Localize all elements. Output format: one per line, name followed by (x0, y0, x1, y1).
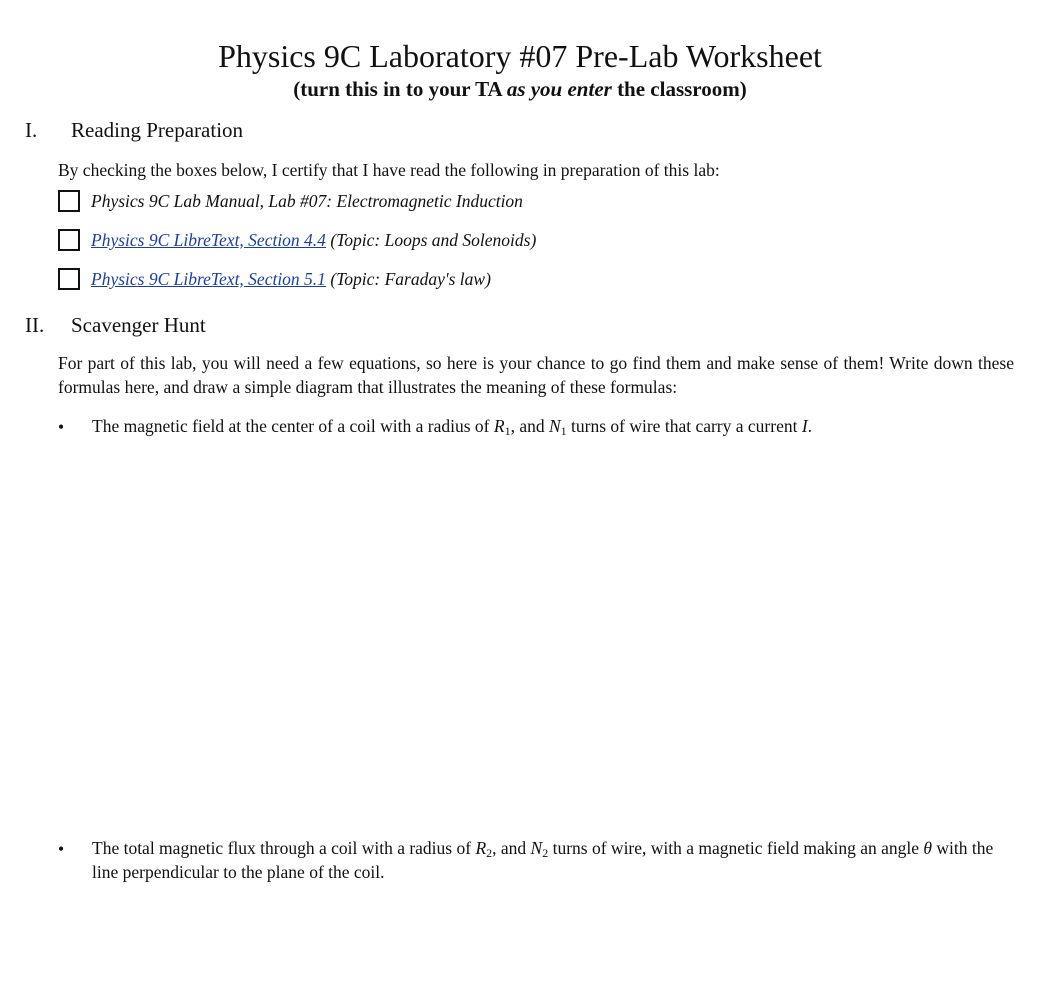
bullet-marker: • (58, 839, 65, 859)
bullet-text: turns of wire that carry a current (566, 416, 802, 436)
current-symbol: I (801, 416, 808, 436)
page-title: Physics 9C Laboratory #07 Pre-Lab Worksheet (218, 38, 822, 74)
checklist-item-label (91, 267, 491, 291)
section-title: Scavenger Hunt (71, 313, 206, 337)
radius-subscript: 1 (504, 424, 511, 438)
libretext-4-4-link[interactable]: Physics 9C LibreText, Section 4.4 (91, 230, 326, 250)
section-heading-scavenger (25, 312, 206, 338)
bullet-text: , and (492, 838, 531, 858)
bullet-text: turns of wire, with a magnetic field making an angle (548, 838, 924, 858)
angle-symbol: θ (923, 838, 933, 858)
reading-intro: By checking the boxes below, I certify that I have read the following in preparation of this lab: (58, 160, 720, 180)
page-subtitle (0, 76, 1040, 102)
section-numeral: II. (25, 313, 45, 337)
radius-subscript: 2 (486, 846, 493, 860)
checklist-item-topic: (Topic: Loops and Solenoids) (325, 230, 537, 250)
checklist-item-label (91, 228, 536, 252)
scavenger-intro: For part of this lab, you will need a few equations, so here is your chance to go find them and make sense of them! Write down these formulas here, and draw a simple diagram that illustrates the meaning of these formulas: (58, 353, 1014, 397)
turns-symbol: N (548, 416, 561, 436)
section-numeral: I. (25, 118, 38, 142)
checklist-item-libretext-4-4 (58, 227, 536, 253)
checklist-item-label: Physics 9C Lab Manual, Lab #07: Electromagnetic Induction (91, 191, 523, 211)
checklist-item-topic: (Topic: Faraday's law) (325, 269, 491, 289)
bullet-text: The total magnetic flux through a coil with a radius of (92, 838, 476, 858)
bullet-text: with the line perpendicular to the plane of the coil. (92, 838, 994, 882)
checkbox[interactable] (58, 190, 80, 212)
section-title: Reading Preparation (71, 118, 244, 142)
bullet-text: . (807, 416, 813, 436)
subtitle-text-end: the classroom) (611, 77, 747, 101)
checkbox[interactable] (58, 268, 80, 290)
bullet-marker: • (58, 417, 65, 437)
turns-subscript: 2 (542, 846, 549, 860)
turns-symbol: N (530, 838, 543, 858)
turns-subscript: 1 (560, 424, 567, 438)
bullet-text: The magnetic field at the center of a coil with a radius of (92, 416, 494, 436)
bullet-magnetic-field (92, 414, 1014, 438)
checkbox[interactable] (58, 229, 80, 251)
bullet-magnetic-flux (92, 836, 1014, 884)
libretext-5-1-link[interactable]: Physics 9C LibreText, Section 5.1 (91, 269, 326, 289)
checklist-item-libretext-5-1 (58, 266, 491, 292)
bullet-text: , and (510, 416, 549, 436)
radius-symbol: R (493, 416, 505, 436)
subtitle-text-start: (turn this in to your TA (293, 77, 507, 101)
checklist-item-lab-manual (58, 188, 523, 214)
section-heading-reading (25, 117, 243, 143)
radius-symbol: R (475, 838, 487, 858)
subtitle-emphasis: as you enter (506, 77, 612, 101)
